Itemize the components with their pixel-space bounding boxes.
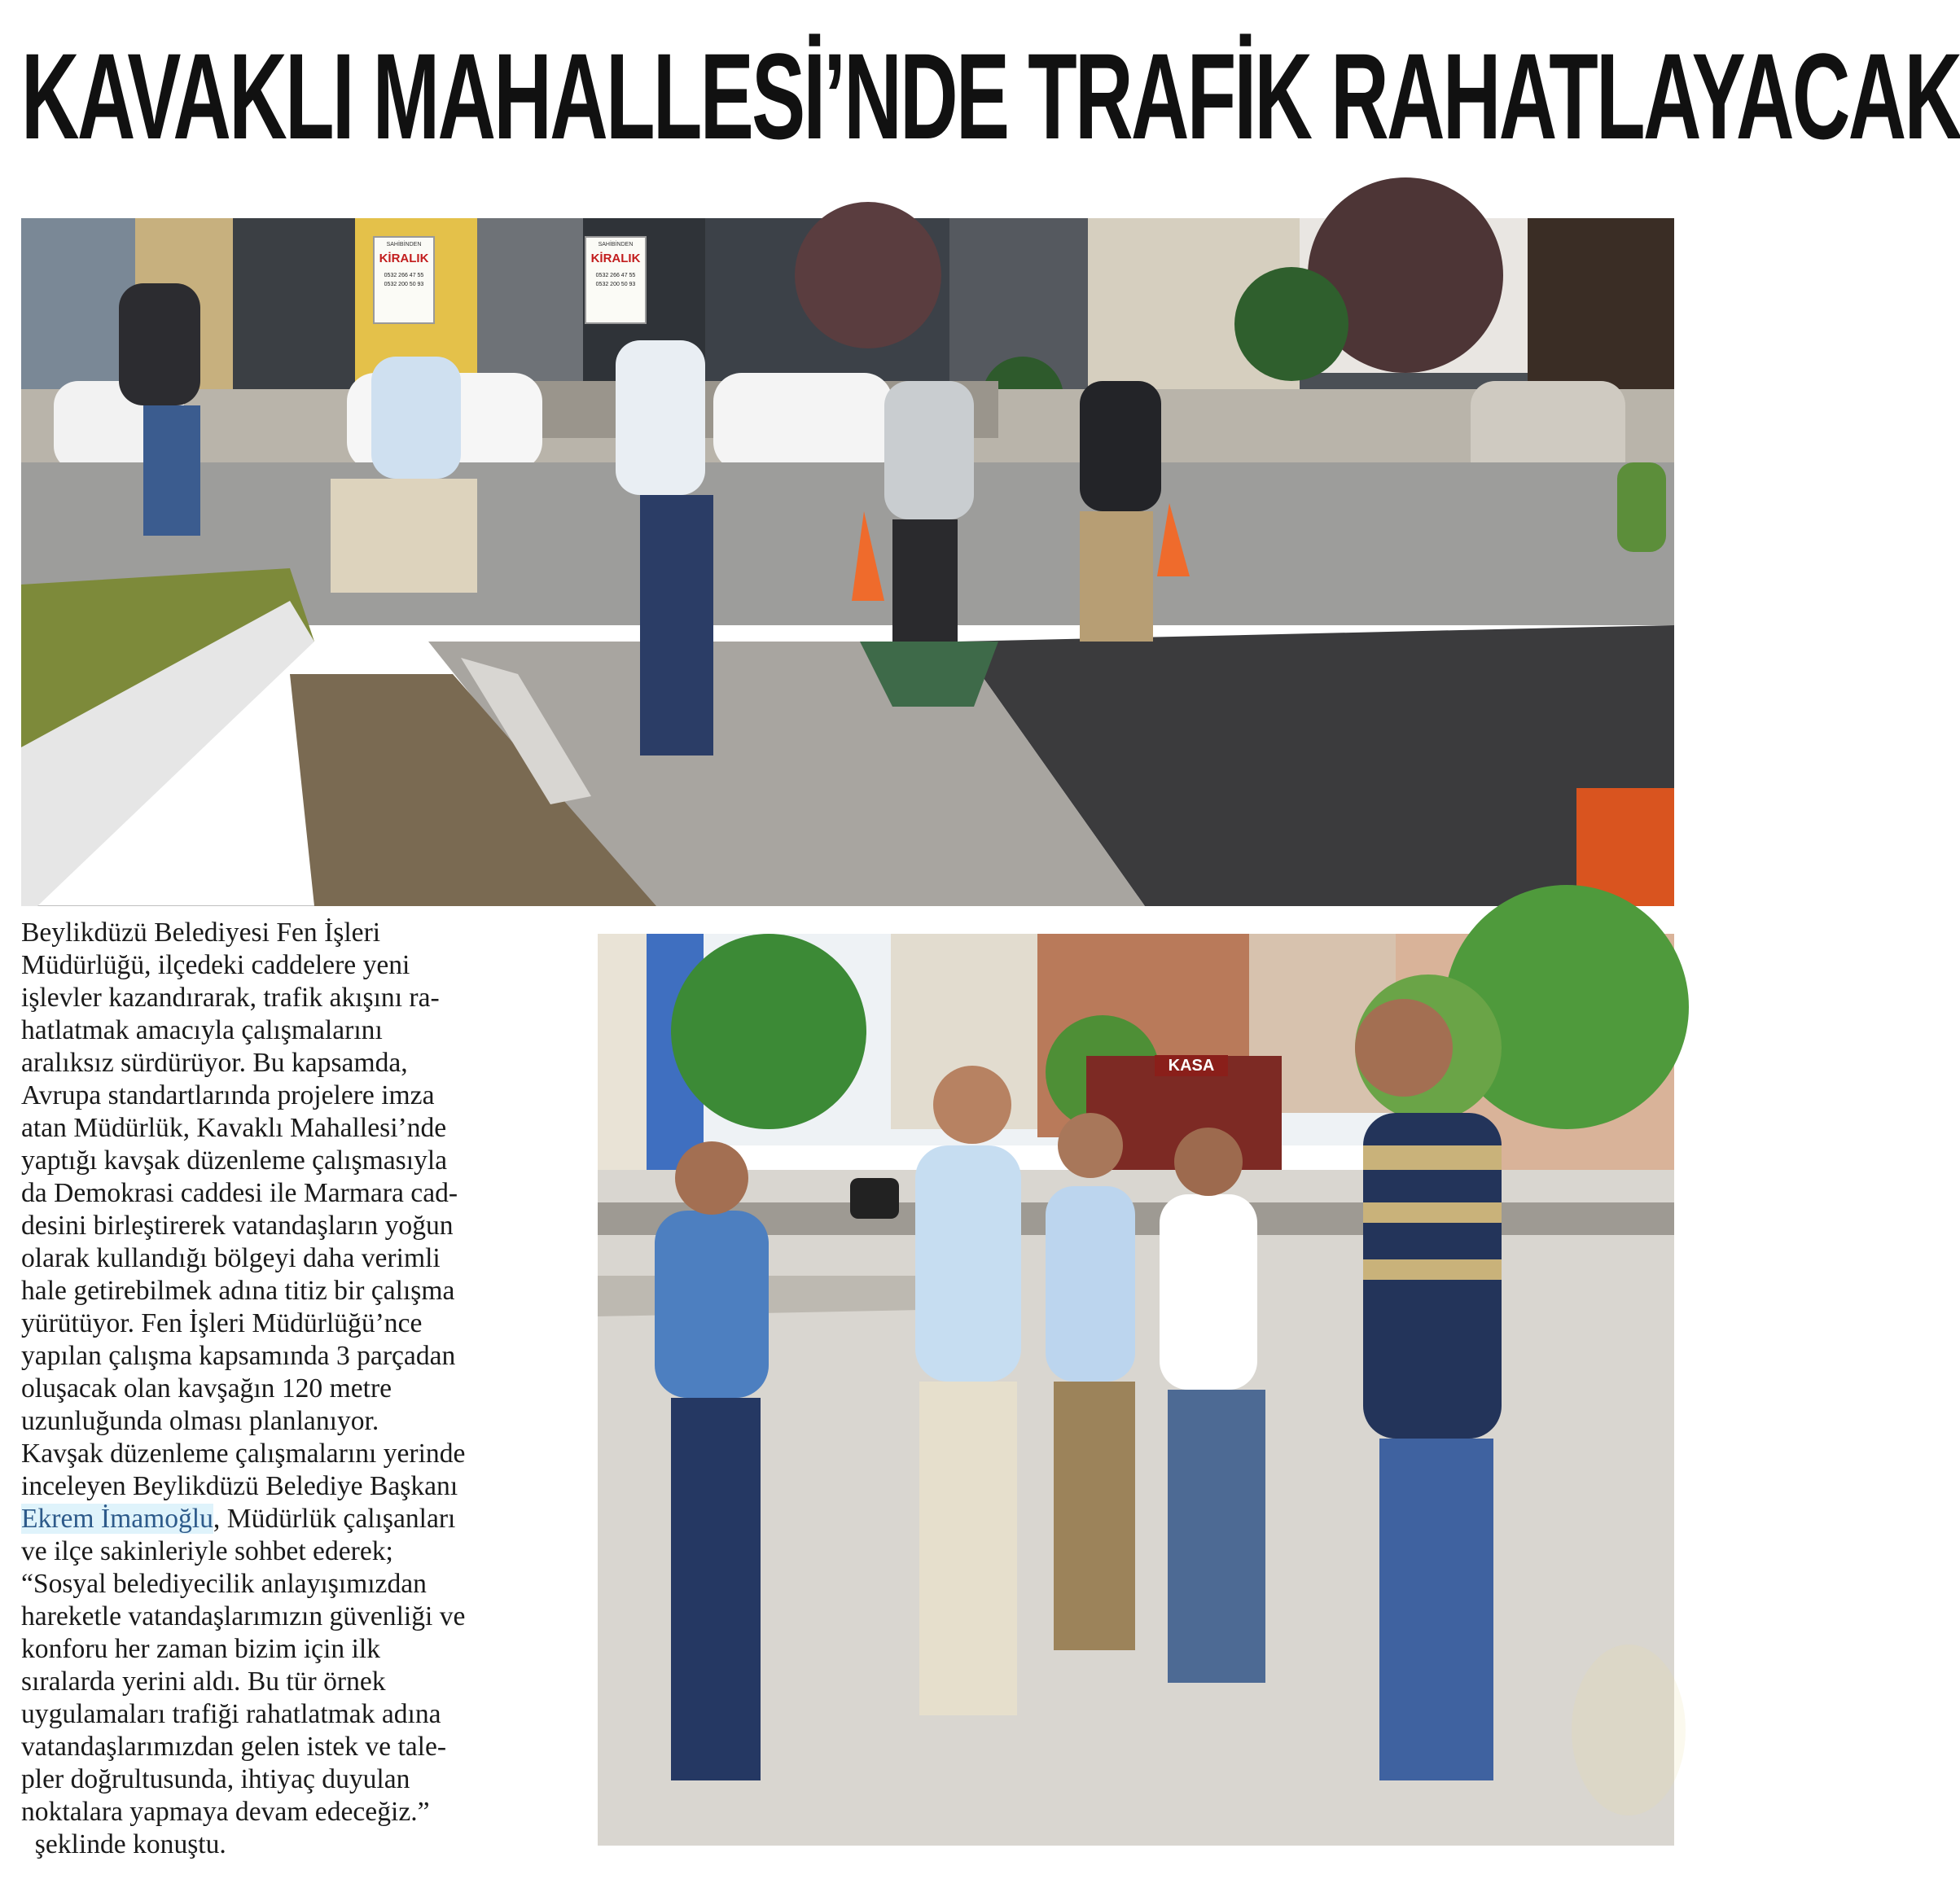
article-line: hareketle vatandaşlarımızın güvenliği ve [21,1601,466,1631]
article-line: Müdürlüğü, ilçedeki caddelere yeni [21,950,410,980]
article-paragraph [21,917,559,1861]
photo-officials-inspection [598,934,1674,1846]
article-line: Beylikdüzü Belediyesi Fen İşleri [21,918,381,948]
article-line: oluşacak olan kavşağın 120 metre [21,1373,392,1404]
rental-sign-phone: 0532 200 50 93 [595,282,636,287]
photo-road-works [21,218,1674,906]
headline: KAVAKLI MAHALLESİ’NDE TRAFİK RAHATLAYACAK [21,28,1960,164]
article-line: olarak kullandığı bölgeyi daha verimli [21,1243,441,1273]
article-line: yapılan çalışma kapsamında 3 parçadan [21,1341,456,1371]
rental-sign-phone: 0532 266 47 55 [384,273,424,278]
article-line: inceleyen Beylikdüzü Belediye Başkanı [21,1471,458,1501]
article-line-rest: , Müdürlük çalışanları [213,1504,456,1534]
article-line: ve ilçe sakinleriyle sohbet ederek; [21,1536,393,1566]
article-body [21,917,559,1861]
rental-sign-title: KİRALIK [379,252,429,265]
shop-sign: KASA [1155,1055,1228,1076]
article-line: uygulamaları trafiği rahatlatmak adına [21,1699,441,1729]
article-line: pler doğrultusunda, ihtiyaç duyulan [21,1764,410,1794]
rental-sign-owner: SAHİBİNDEN [386,242,422,247]
article-line: hatlatmak amacıyla çalışmalarını [21,1015,383,1045]
article-line: uzunluğunda olması planlanıyor. [21,1406,379,1436]
article-line: Avrupa standartlarında projelere imza [21,1080,435,1110]
rental-sign-owner: SAHİBİNDEN [598,242,634,247]
article-line: vatandaşlarımızdan gelen istek ve tale- [21,1732,447,1762]
article-line: noktalara yapmaya devam edeceğiz.” [21,1797,430,1827]
photo-road-works-image [21,218,1674,906]
article-line: sıralarda yerini aldı. Bu tür örnek [21,1666,386,1697]
article-line: yaptığı kavşak düzenleme çalışmasıyla [21,1145,448,1176]
article-line: da Demokrasi caddesi ile Marmara cad- [21,1178,458,1208]
article-line [21,1503,559,1535]
rental-sign [373,236,435,324]
article-line: yürütüyor. Fen İşleri Müdürlüğü’nce [21,1308,423,1338]
rental-sign-phone: 0532 266 47 55 [595,273,636,278]
mayor-name: Ekrem İmamoğlu [21,1504,213,1534]
article-line: desini birleştirerek vatandaşların yoğun [21,1211,454,1241]
rental-sign [585,236,647,324]
article-line: atan Müdürlük, Kavaklı Mahallesi’nde [21,1113,447,1143]
article-line: aralıksız sürdürüyor. Bu kapsamda, [21,1048,408,1078]
photo-officials-inspection-image [598,934,1674,1846]
article-line: işlevler kazandırarak, trafik akışını ra- [21,983,440,1013]
article-line: Kavşak düzenleme çalışmalarını yerinde [21,1439,466,1469]
watermark-logo [1572,1645,1686,1815]
article-line: “Sosyal belediyecilik anlayışımızdan [21,1569,427,1599]
article-line: şeklinde konuştu. [21,1829,226,1859]
rental-sign-title: KİRALIK [590,252,641,265]
article-line: hale getirebilmek adına titiz bir çalışma [21,1276,455,1306]
article-line: konforu her zaman bizim için ilk [21,1634,381,1664]
rental-sign-phone: 0532 200 50 93 [384,282,424,287]
